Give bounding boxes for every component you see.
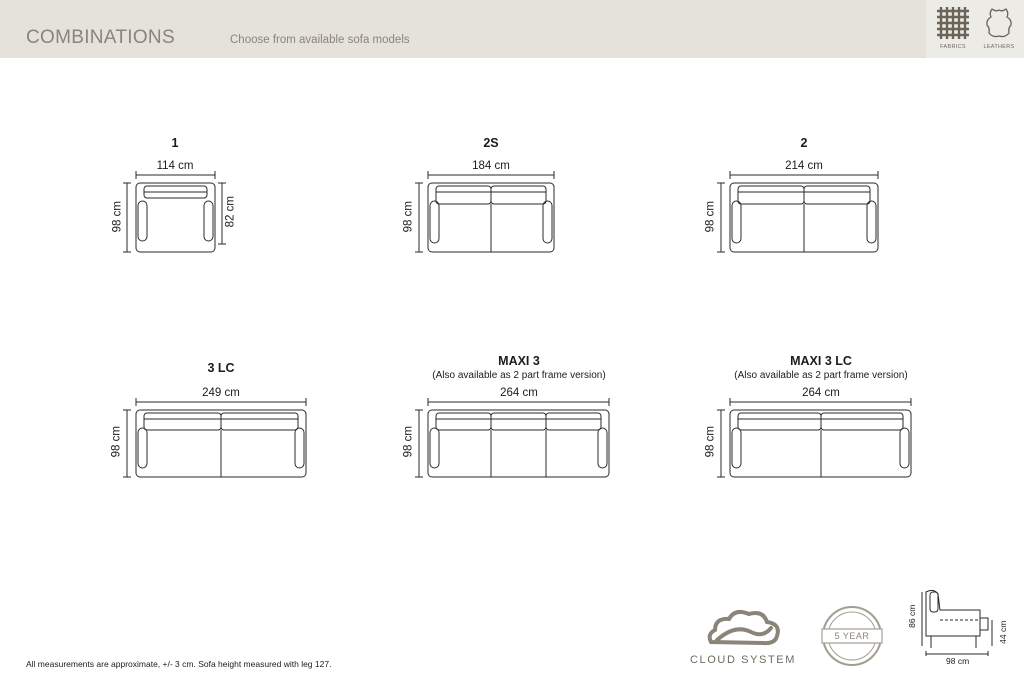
hide-outline-icon	[982, 6, 1016, 40]
depth-dimension: 98 cm	[110, 426, 123, 458]
header-bar	[0, 0, 926, 58]
model-name: 2S	[483, 136, 499, 150]
model-note: (Also available as 2 part frame version)	[734, 370, 908, 381]
side-depth-dimension: 98 cm	[946, 656, 970, 666]
width-dimension: 114 cm	[156, 160, 194, 172]
model-3-lc[interactable]	[108, 362, 318, 484]
leathers-option[interactable]	[976, 6, 1022, 50]
depth-dimension: 98 cm	[704, 201, 717, 233]
model-name: MAXI 3	[498, 354, 540, 368]
model-2s[interactable]	[400, 137, 580, 257]
width-dimension: 264 cm	[802, 387, 840, 399]
depth-dimension: 98 cm	[704, 426, 717, 458]
side-seat-height-dimension: 44 cm	[997, 620, 1008, 644]
model-1[interactable]	[110, 137, 240, 257]
inner-depth-dimension: 82 cm	[224, 196, 237, 228]
width-dimension: 249 cm	[202, 387, 240, 399]
model-name: 1	[171, 136, 179, 150]
sofa-plan-1	[110, 137, 240, 257]
guarantee-badge-label: 5 YEAR	[834, 631, 870, 641]
sofa-side-profile-icon	[918, 586, 996, 656]
model-name: 2	[800, 136, 808, 150]
model-2[interactable]	[702, 137, 892, 257]
width-dimension: 264 cm	[500, 387, 538, 399]
woven-grid-icon	[936, 6, 970, 40]
fabrics-label: FABRICS	[940, 44, 966, 50]
sofa-plan-maxi-3-lc	[702, 355, 922, 485]
leathers-label: LEATHERS	[983, 44, 1015, 50]
depth-dimension: 98 cm	[111, 201, 124, 233]
fabrics-option[interactable]	[930, 6, 976, 50]
depth-dimension: 98 cm	[402, 426, 415, 458]
side-height-dimension: 86 cm	[906, 604, 917, 628]
sofa-plan-3-lc	[108, 362, 318, 484]
model-name: 3 LC	[207, 361, 235, 375]
width-dimension: 214 cm	[785, 160, 823, 172]
material-panel	[926, 0, 1024, 58]
page-title: COMBINATIONS	[26, 27, 175, 48]
model-name: MAXI 3 LC	[790, 354, 852, 368]
width-dimension: 184 cm	[472, 160, 510, 172]
measurement-footnote: All measurements are approximate, +/- 3 cm. Sofa height measured with leg 127.	[26, 659, 332, 669]
sofa-plan-maxi-3	[400, 355, 620, 485]
model-maxi-3[interactable]	[400, 355, 620, 485]
depth-dimension: 98 cm	[402, 201, 415, 233]
cloud-system-label: CLOUD SYSTEM	[690, 654, 796, 666]
page-subtitle: Choose from available sofa models	[230, 34, 410, 46]
cloud-system-logo-icon	[705, 606, 783, 650]
model-note: (Also available as 2 part frame version)	[432, 370, 606, 381]
model-maxi-3-lc[interactable]	[702, 355, 922, 485]
sofa-plan-2s	[400, 137, 580, 257]
sofa-plan-2	[702, 137, 892, 257]
